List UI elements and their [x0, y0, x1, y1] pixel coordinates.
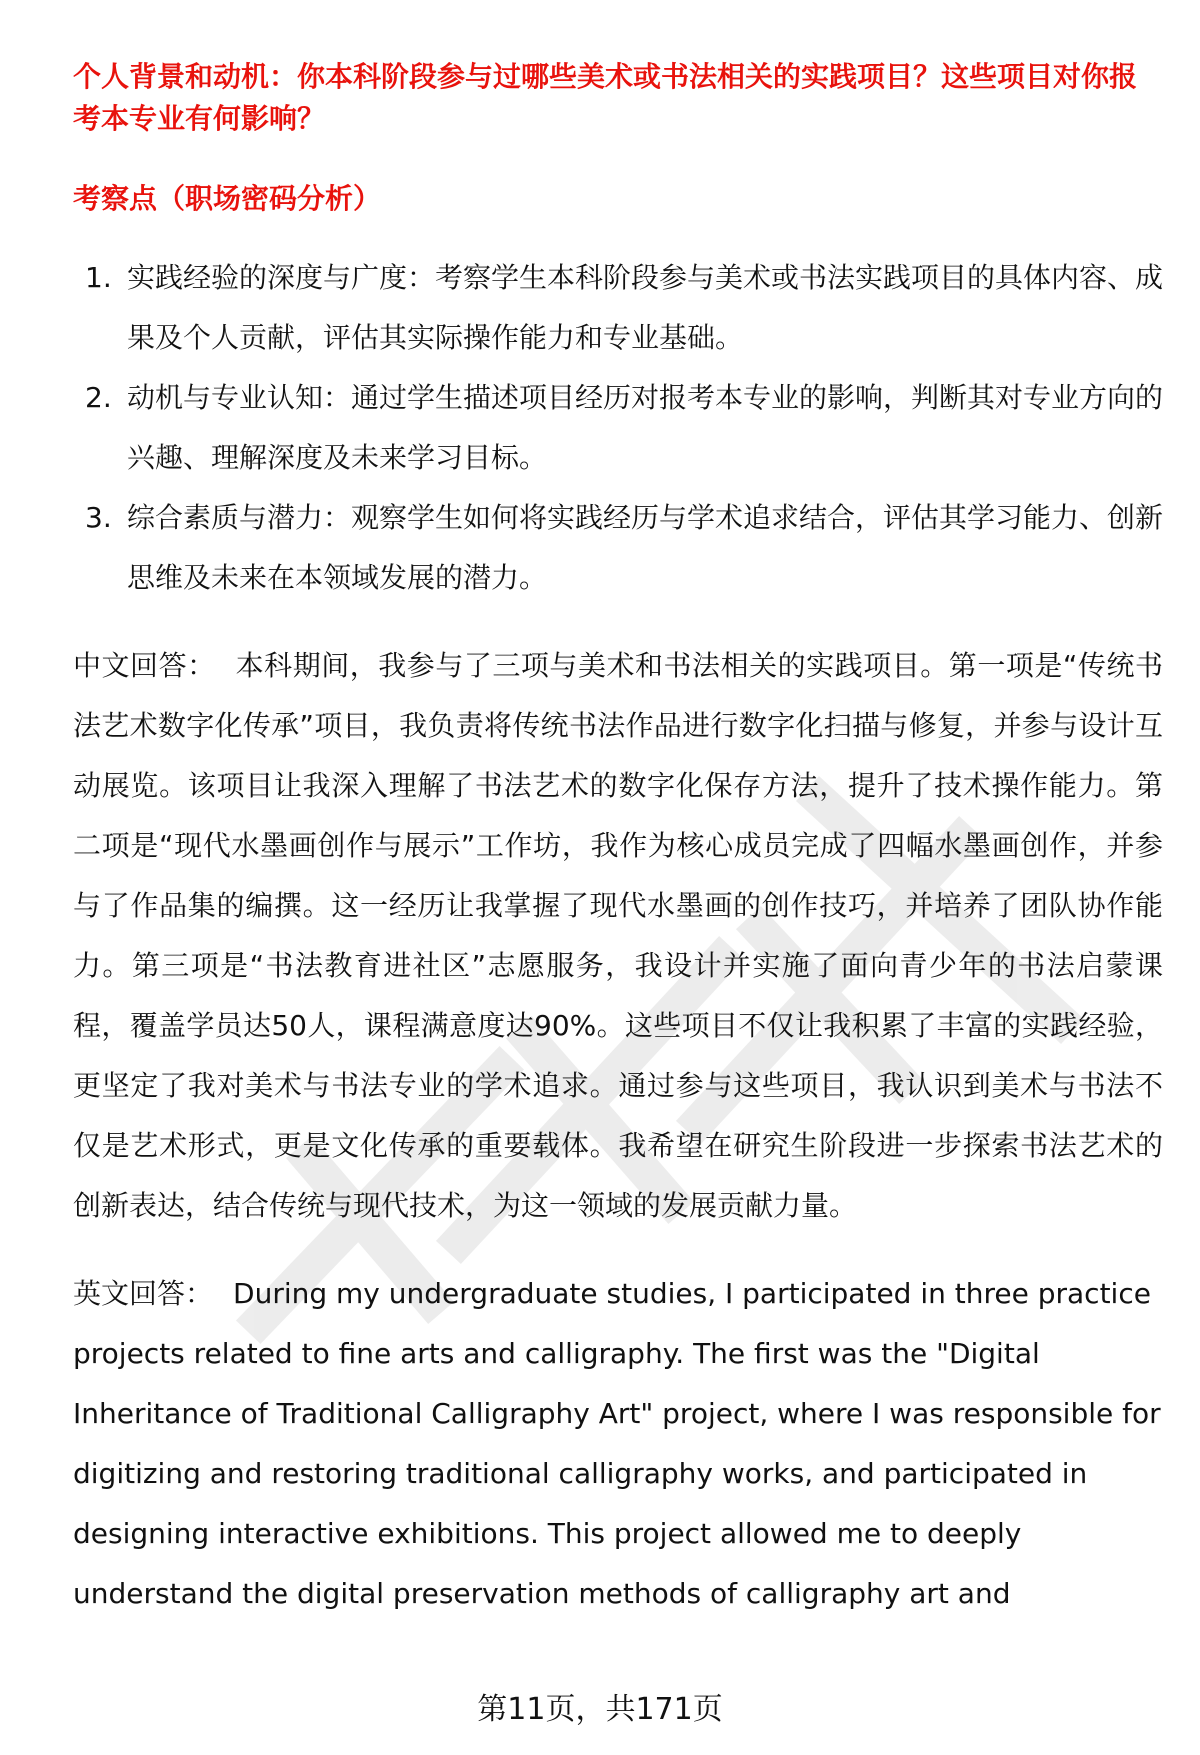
list-number: 2.: [85, 381, 112, 414]
list-number: 3.: [85, 501, 112, 534]
list-item: [73, 368, 1163, 488]
english-answer-label: 英文回答：: [73, 1277, 214, 1310]
english-answer: [73, 1264, 1163, 1624]
chinese-answer-label: 中文回答：: [73, 649, 216, 682]
section-title: 考察点（职场密码分析）: [73, 182, 382, 215]
list-item: [73, 488, 1163, 608]
page-content: [73, 56, 1163, 1624]
list-number: 1.: [85, 261, 112, 294]
question-heading: 个人背景和动机：你本科阶段参与过哪些美术或书法相关的实践项目？这些项目对你报考本专业有何影响？: [73, 60, 1138, 135]
list-item-text: 实践经验的深度与广度：考察学生本科阶段参与美术或书法实践项目的具体内容、成果及个人贡献，评估其实际操作能力和专业基础。: [127, 261, 1164, 354]
assessment-points-list: [73, 248, 1163, 608]
english-answer-text: During my undergraduate studies, I participated in three practice projects related to fine arts and calligraphy. The first was the "Digital Inheritance of Traditional Calligraphy Art" project, where I was responsible for digitizing and restoring traditional calligraphy works, and participated in designing interactive exhibitions. This project allowed me to deeply understand the digital preservation methods of calligraphy art and: [73, 1277, 1161, 1610]
list-item: [73, 248, 1163, 368]
page-footer: 第11页，共171页: [477, 1692, 723, 1727]
list-item-text: 动机与专业认知：通过学生描述项目经历对报考本专业的影响，判断其对专业方向的兴趣、理解深度及未来学习目标。: [127, 381, 1164, 474]
chinese-answer-text: 本科期间，我参与了三项与美术和书法相关的实践项目。第一项是“传统书法艺术数字化传承”项目，我负责将传统书法作品进行数字化扫描与修复，并参与设计互动展览。该项目让我深入理解了书法艺术的数字化保存方法，提升了技术操作能力。第二项是“现代水墨画创作与展示”工作坊，我作为核心成员完成了四幅水墨画创作，并参与了作品集的编撰。这一经历让我掌握了现代水墨画的创作技巧，并培养了团队协作能力。第三项是“书法教育进社区”志愿服务，我设计并实施了面向青少年的书法启蒙课程，覆盖学员达50人，课程满意度达90%。这些项目不仅让我积累了丰富的实践经验，更坚定了我对美术与书法专业的学术追求。通过参与这些项目，我认识到美术与书法不仅是艺术形式，更是文化传承的重要载体。我希望在研究生阶段进一步探索书法艺术的创新表达，结合传统与现代技术，为这一领域的发展贡献力量。: [73, 649, 1163, 1222]
list-item-text: 综合素质与潜力：观察学生如何将实践经历与学术追求结合，评估其学习能力、创新思维及未来在本领域发展的潜力。: [127, 501, 1164, 594]
chinese-answer: [73, 636, 1163, 1236]
